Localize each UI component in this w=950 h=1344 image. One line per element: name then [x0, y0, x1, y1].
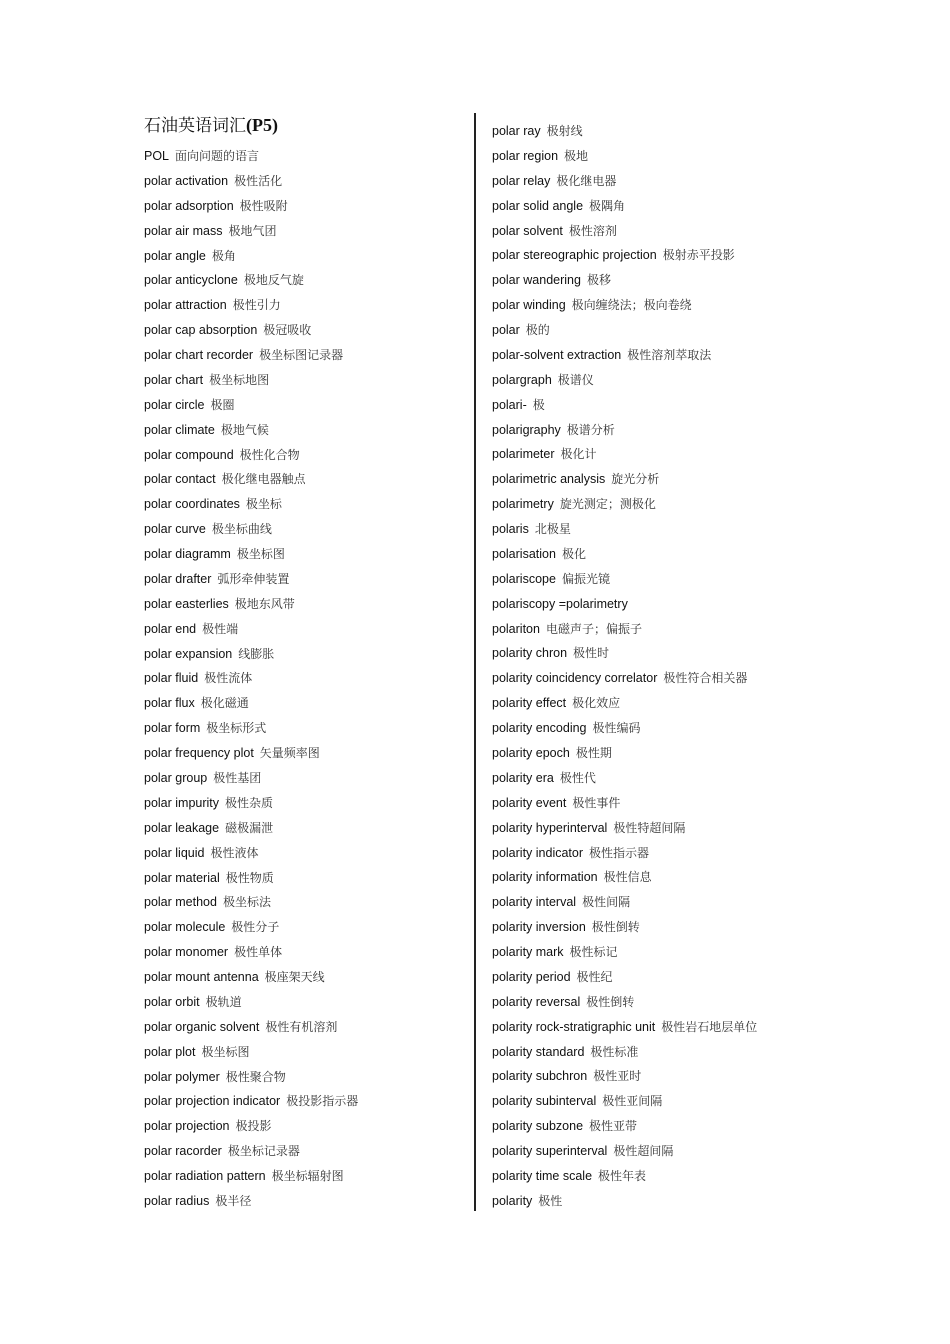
entry-definition: 极性期 [575, 746, 612, 760]
glossary-entry [144, 171, 282, 191]
entry-definition: 电磁声子；偏振子 [545, 621, 642, 636]
glossary-entry [144, 221, 277, 241]
entry-term: polarimetry [492, 497, 554, 512]
glossary-entry [144, 270, 304, 290]
page-title [144, 113, 278, 138]
entry-definition: 极性液体 [210, 845, 259, 860]
entry-definition: 极坐标地图 [209, 372, 270, 387]
entry-term: polar flux [144, 696, 195, 711]
entry-definition: 极性流体 [204, 671, 253, 686]
entry-term: polar climate [144, 422, 215, 437]
entry-term: polar expansion [144, 646, 233, 661]
entry-term: polar contact [144, 472, 216, 487]
entry-definition: 极性年表 [598, 1168, 647, 1183]
entry-term: polarisation [492, 546, 556, 561]
entry-term: polar diagramm [144, 547, 231, 562]
entry-definition: 极化继电器 [556, 173, 617, 188]
entry-definition: 极性倒转 [591, 920, 640, 935]
entry-term: polar adsorption [144, 198, 234, 213]
entry-term: polar radius [144, 1193, 210, 1208]
entry-term: polar chart [144, 372, 204, 387]
glossary-entry [492, 1066, 641, 1086]
entry-definition: 极性基团 [213, 771, 262, 785]
glossary-entry [144, 843, 258, 863]
glossary-entry [492, 295, 692, 315]
glossary-entry [144, 793, 273, 813]
glossary-entry [144, 743, 320, 763]
glossary-entry [144, 1191, 251, 1211]
entry-definition: 极向缠绕法；极向卷绕 [571, 298, 692, 313]
entry-definition: 极性代 [559, 770, 596, 785]
entry-term: polarity period [492, 969, 571, 984]
entry-term: polar air mass [144, 223, 223, 238]
entry-term: polar [492, 323, 520, 338]
glossary-entry [492, 643, 609, 663]
entry-definition: 极性溶剂 [568, 223, 617, 238]
entry-term: polarity reversal [492, 994, 581, 1009]
glossary-entry [492, 1042, 638, 1062]
entry-definition: 极地气团 [228, 223, 277, 238]
glossary-entry [144, 246, 236, 266]
glossary-entry [492, 221, 617, 241]
entry-definition: 极性倒转 [586, 994, 635, 1009]
entry-term: polar liquid [144, 845, 205, 860]
entry-term: polariton [492, 621, 540, 636]
glossary-entry [492, 370, 594, 390]
entry-term: polarity event [492, 795, 567, 810]
entry-definition: 极性活化 [234, 173, 283, 188]
entry-term: polarity era [492, 770, 554, 785]
entry-term: polar ray [492, 124, 541, 138]
glossary-entry [492, 693, 620, 713]
entry-definition: 极座架天线 [264, 970, 325, 985]
entry-term: polarity interval [492, 895, 577, 910]
entry-definition: 极化 [561, 546, 586, 561]
entry-term: polar frequency plot [144, 746, 254, 761]
glossary-entry [144, 345, 343, 365]
entry-definition: 极性亚带 [589, 1119, 638, 1134]
entry-term: polar monomer [144, 945, 229, 960]
glossary-entry [492, 917, 640, 937]
entry-definition: 北极星 [534, 522, 571, 537]
entry-definition: 极化计 [560, 447, 597, 462]
glossary-entry [492, 345, 711, 365]
entry-term: polar cap absorption [144, 323, 258, 338]
glossary-entry [492, 469, 659, 489]
entry-definition: 极性吸附 [239, 198, 288, 213]
entry-term: polar group [144, 771, 208, 785]
entry-term: polar fluid [144, 671, 199, 686]
entry-definition: 极坐标 [245, 497, 282, 512]
glossary-entry [492, 420, 615, 440]
glossary-entry [492, 1191, 562, 1211]
entry-term: polar end [144, 621, 197, 636]
entry-term: polar solvent [492, 223, 563, 238]
entry-definition: 弧形牵伸装置 [217, 571, 290, 586]
glossary-entry [144, 146, 259, 166]
entry-term: polar wandering [492, 273, 581, 288]
entry-definition: 极坐标图记录器 [259, 348, 344, 363]
entry-definition: 极化继电器触点 [221, 472, 306, 487]
entry-term: polar method [144, 895, 217, 910]
glossary-entry [144, 1017, 337, 1037]
entry-term: polar circle [144, 397, 205, 412]
entry-definition: 极投影指示器 [286, 1094, 359, 1109]
entry-definition: 极坐标辐射图 [271, 1169, 344, 1184]
entry-term: polar plot [144, 1044, 196, 1059]
glossary-entry [492, 544, 586, 564]
glossary-entry [492, 818, 685, 838]
glossary-entry [492, 444, 597, 464]
glossary-entry [144, 942, 282, 962]
entry-term: polar leakage [144, 820, 220, 835]
entry-definition: 极坐标图 [236, 547, 285, 562]
entry-term: polar attraction [144, 298, 227, 313]
entry-definition: 极性事件 [572, 795, 621, 810]
entry-definition: 极性有机溶剂 [265, 1019, 338, 1034]
entry-term: polarity hyperinterval [492, 820, 608, 835]
entry-definition: 极谱仪 [557, 372, 594, 387]
entry-term: polar molecule [144, 920, 226, 935]
glossary-entry [492, 718, 641, 738]
entry-term: polarity mark [492, 945, 564, 960]
entry-term: polar winding [492, 298, 566, 313]
entry-term: polar solid angle [492, 198, 584, 213]
entry-term: polari- [492, 397, 527, 412]
entry-term: polarity inversion [492, 920, 586, 935]
glossary-entry [144, 1067, 286, 1087]
entry-term: polar curve [144, 522, 206, 537]
entry-term: polar impurity [144, 795, 220, 810]
entry-definition: 极性物质 [225, 870, 274, 885]
glossary-entry [492, 1091, 662, 1111]
glossary-entry [144, 395, 234, 415]
glossary-entry [492, 519, 571, 539]
entry-term: polarimetric analysis [492, 472, 606, 487]
glossary-entry [144, 718, 266, 738]
glossary-entry [144, 868, 274, 888]
entry-term: polargraph [492, 372, 552, 387]
glossary-entry [144, 420, 269, 440]
glossary-entry [144, 644, 274, 664]
glossary-entry [492, 196, 625, 216]
entry-term: polarity rock-stratigraphic unit [492, 1019, 656, 1034]
entry-term: polar easterlies [144, 596, 229, 611]
entry-term: polar-solvent extraction [492, 347, 622, 362]
entry-term: polarity subchron [492, 1069, 588, 1084]
entry-term: polar anticyclone [144, 273, 238, 288]
entry-definition: 极性聚合物 [225, 1069, 286, 1084]
entry-term: polarimeter [492, 447, 555, 462]
entry-term: polarity time scale [492, 1168, 593, 1183]
glossary-entry [492, 1116, 637, 1136]
glossary-entry [492, 967, 613, 987]
entry-definition: 面向问题的语言 [175, 149, 260, 163]
entry-definition: 偏振光镜 [561, 571, 610, 586]
entry-definition: 极化磁通 [200, 696, 249, 711]
entry-term: polarity information [492, 870, 598, 885]
glossary-entry [144, 619, 238, 639]
glossary-entry [144, 668, 252, 688]
entry-definition: 极性超间隔 [613, 1144, 674, 1159]
entry-term: polarity epoch [492, 746, 570, 760]
entry-term: polar racorder [144, 1144, 222, 1159]
glossary-entry [492, 619, 642, 639]
entry-definition: 极坐标形式 [206, 721, 267, 736]
entry-definition: 极性亚时 [593, 1069, 642, 1084]
entry-definition: 极投影 [235, 1119, 272, 1134]
glossary-entry [492, 1017, 757, 1037]
entry-term: polariscopy =polarimetry [492, 596, 628, 611]
entry-definition: 极性信息 [603, 870, 652, 885]
glossary-entry [144, 818, 273, 838]
entry-definition: 极性纪 [576, 969, 613, 984]
glossary-entry [492, 569, 610, 589]
glossary-entry [492, 793, 620, 813]
glossary-entry [492, 121, 583, 141]
glossary-entry [144, 967, 325, 987]
entry-definition: 极坐标记录器 [227, 1144, 300, 1159]
entry-definition: 极轨道 [205, 994, 242, 1009]
glossary-entry [144, 594, 295, 614]
glossary-entry [144, 1091, 358, 1111]
entry-term: polar mount antenna [144, 970, 259, 985]
glossary-entry [492, 270, 611, 290]
entry-definition: 极半径 [215, 1193, 252, 1208]
glossary-entry [144, 992, 242, 1012]
entry-definition: 极地气候 [220, 422, 269, 437]
entry-definition: 极化效应 [572, 696, 621, 711]
glossary-entry [144, 494, 282, 514]
entry-definition: 极性岩石地层单位 [661, 1019, 758, 1034]
entry-definition: 极圈 [210, 397, 235, 412]
glossary-entry [492, 1141, 673, 1161]
glossary-entry [144, 445, 300, 465]
glossary-entry [492, 395, 545, 415]
entry-definition: 极地 [564, 148, 589, 163]
entry-term: polarigraphy [492, 422, 561, 437]
entry-definition: 旋光测定；测极化 [559, 497, 656, 512]
entry-term: polar drafter [144, 571, 212, 586]
entry-definition: 极射赤平投影 [662, 248, 735, 263]
entry-definition: 极性端 [202, 621, 239, 636]
entry-term: polarity encoding [492, 721, 587, 736]
entry-term: polar projection indicator [144, 1094, 281, 1109]
glossary-entry [492, 942, 618, 962]
glossary-entry [492, 892, 630, 912]
entry-definition: 极性时 [573, 646, 610, 661]
entry-term: polar activation [144, 173, 229, 188]
page-number-label: (P5) [246, 115, 278, 135]
entry-definition: 极坐标曲线 [211, 522, 272, 537]
entry-definition: 极角 [211, 248, 236, 263]
entry-term: POL [144, 149, 170, 163]
entry-term: polar relay [492, 173, 551, 188]
entry-term: polar polymer [144, 1069, 220, 1084]
entry-term: polarity effect [492, 696, 567, 711]
entry-definition: 极性标准 [590, 1044, 639, 1059]
entry-term: polar material [144, 870, 220, 885]
entry-definition: 极性溶剂萃取法 [627, 347, 712, 362]
entry-term: polar coordinates [144, 497, 240, 512]
glossary-entry [144, 892, 271, 912]
entry-term: polarity subinterval [492, 1094, 597, 1109]
glossary-entry [492, 668, 747, 688]
entry-definition: 极性引力 [232, 298, 281, 313]
glossary-entry [492, 843, 649, 863]
entry-definition: 旋光分析 [611, 472, 660, 487]
entry-definition: 极地反气旋 [243, 273, 304, 288]
column-divider [474, 113, 476, 1211]
page-title-text: 石油英语词汇 [144, 116, 246, 136]
entry-term: polarity chron [492, 646, 568, 661]
glossary-entry [492, 743, 612, 763]
entry-term: polar region [492, 148, 559, 163]
glossary-entry [492, 320, 550, 340]
glossary-entry [144, 519, 272, 539]
entry-term: polarity [492, 1193, 533, 1208]
entry-definition: 极性杂质 [225, 795, 274, 810]
glossary-entry [144, 544, 285, 564]
entry-term: polar compound [144, 447, 234, 462]
entry-definition: 极性单体 [234, 945, 283, 960]
entry-term: polar radiation pattern [144, 1169, 266, 1184]
entry-term: polarity superinterval [492, 1144, 608, 1159]
entry-term: polar chart recorder [144, 348, 254, 363]
entry-term: polar angle [144, 248, 206, 263]
glossary-entry [144, 917, 279, 937]
entry-definition: 极的 [525, 323, 550, 338]
entry-term: polariscope [492, 571, 556, 586]
glossary-entry [492, 594, 634, 614]
entry-definition: 极性 [538, 1193, 563, 1208]
glossary-entry [144, 1141, 300, 1161]
glossary-entry [144, 1116, 271, 1136]
glossary-entry [492, 992, 634, 1012]
entry-term: polarity subzone [492, 1119, 584, 1134]
entry-definition: 极冠吸收 [263, 323, 312, 338]
entry-definition: 极 [532, 397, 545, 412]
entry-definition: 极性编码 [592, 721, 641, 736]
entry-definition: 极地东风带 [234, 596, 295, 611]
entry-definition: 极坐标法 [222, 895, 271, 910]
entry-definition: 极性化合物 [239, 447, 300, 462]
glossary-entry [492, 146, 588, 166]
entry-definition: 极性指示器 [589, 845, 650, 860]
entry-definition: 极性间隔 [582, 895, 631, 910]
entry-term: polar orbit [144, 994, 200, 1009]
entry-term: polarity indicator [492, 845, 584, 860]
entry-definition: 极性分子 [231, 920, 280, 935]
entry-definition: 极性亚间隔 [602, 1094, 663, 1109]
entry-definition: 矢量频率图 [259, 746, 320, 761]
glossary-entry [144, 569, 289, 589]
entry-definition: 线膨胀 [238, 646, 275, 661]
glossary-entry [492, 171, 616, 191]
entry-term: polar stereographic projection [492, 248, 657, 263]
entry-term: polar projection [144, 1119, 230, 1134]
entry-definition: 极射线 [546, 124, 583, 138]
glossary-entry [144, 1042, 249, 1062]
glossary-entry [144, 370, 269, 390]
entry-definition: 极移 [586, 273, 611, 288]
glossary-entry [144, 1166, 344, 1186]
glossary-entry [144, 768, 261, 788]
entry-definition: 极性符合相关器 [663, 671, 748, 686]
entry-term: polar organic solvent [144, 1019, 260, 1034]
glossary-entry [144, 320, 311, 340]
entry-definition: 极坐标图 [201, 1044, 250, 1059]
glossary-entry [492, 768, 596, 788]
entry-term: polar form [144, 721, 201, 736]
glossary-entry [492, 245, 735, 265]
entry-term: polaris [492, 522, 529, 537]
glossary-entry [144, 295, 281, 315]
entry-definition: 磁极漏泄 [225, 820, 274, 835]
entry-definition: 极性标记 [569, 945, 618, 960]
glossary-entry [492, 494, 656, 514]
entry-definition: 极谱分析 [566, 422, 615, 437]
entry-definition: 极隅角 [589, 198, 626, 213]
entry-definition: 极性特超间隔 [613, 820, 686, 835]
glossary-entry [492, 867, 652, 887]
glossary-entry [144, 196, 288, 216]
entry-term: polarity standard [492, 1044, 585, 1059]
entry-term: polarity coincidency correlator [492, 671, 658, 686]
glossary-entry [144, 469, 306, 489]
glossary-entry [492, 1166, 646, 1186]
glossary-entry [144, 693, 249, 713]
